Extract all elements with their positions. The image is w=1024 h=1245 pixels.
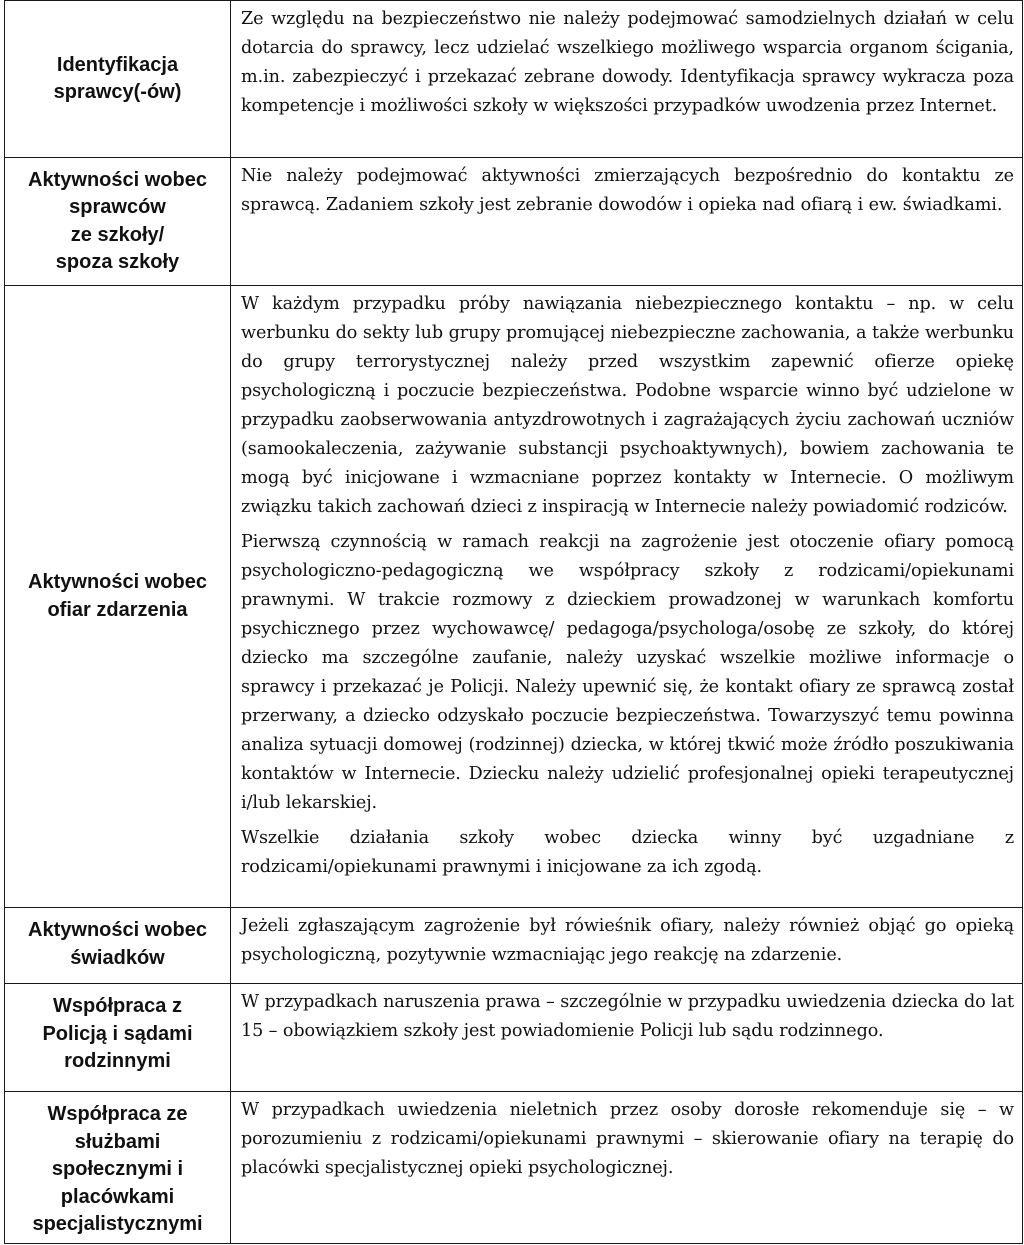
row-label-line: Aktywności wobec bbox=[28, 571, 207, 593]
row-label-line: ze szkoły/ bbox=[70, 223, 165, 246]
row-label-line: Policją i sądami bbox=[42, 1022, 193, 1045]
row-description bbox=[231, 1092, 1023, 1244]
row-label-line: Identyfikacja bbox=[56, 53, 179, 76]
row-label-line: ofiar zdarzenia bbox=[47, 598, 188, 621]
row-description bbox=[231, 1, 1023, 158]
paragraph: Wszelkie działania szkoły wobec dziecka winny być uzgadniane z rodzicami/opiekunami prawnymi i inicjowane za ich zgodą. bbox=[241, 828, 1014, 877]
table-row bbox=[5, 158, 1023, 286]
row-label-line: społecznymi i bbox=[51, 1158, 184, 1180]
row-label-line: specjalistycznymi bbox=[32, 1213, 203, 1235]
row-description bbox=[231, 908, 1023, 984]
paragraph: Pierwszą czynnością w ramach reakcji na zagrożenie jest otoczenie ofiary pomocą psychologiczno-pedagogiczną we współpracy szkoły z rodzicami/opiekunami prawnymi. W trakcie rozmowy z dzieckiem prowadzonej w warunkach komfortu psychicznego przez wychowawcę/ pedagoga/psychologa/osobę ze szkoły, do której dziecko ma szczególne zaufanie, należy uzyskać wszelkie możliwe informacje o sprawcy i przekazać je Policji. Należy upewnić się, że kontakt ofiary ze sprawcą został przerwany, a dziecko odzyskało poczucie bezpieczeństwa. Towarzyszyć temu powinna analiza sytuacji domowej (rodzinnej) dziecka, w której tkwić może źródło poszukiwania kontaktów w Internecie. Dziecku należy udzielić profesjonalnej opieki terapeutycznej i/lub lekarskiej. bbox=[241, 532, 1014, 813]
row-description bbox=[231, 286, 1023, 908]
row-label-perpetrator-identification bbox=[5, 1, 231, 158]
row-label-line: spoza szkoły bbox=[55, 251, 180, 273]
row-label-witness-activities bbox=[5, 908, 231, 984]
row-label-line: służbami bbox=[74, 1130, 161, 1153]
row-label-police-cooperation bbox=[5, 984, 231, 1092]
row-label-line: placówkami bbox=[60, 1185, 175, 1208]
table-row bbox=[5, 908, 1023, 984]
row-label-social-services-cooperation bbox=[5, 1092, 231, 1244]
paragraph: Ze względu na bezpieczeństwo nie należy podejmować samodzielnych działań w celu dotarcia do sprawcy, lecz udzielać wszelkiego możliwego wsparcia organom ścigania, m.in. zabezpieczyć i przekazać zebrane dowody. Identyfikacja sprawcy wykracza poza kompetencje i możliwości szkoły w większości przypadków uwodzenia przez Internet. bbox=[241, 9, 1014, 116]
row-description bbox=[231, 158, 1023, 286]
row-description bbox=[231, 984, 1023, 1092]
row-label-line: rodzinnymi bbox=[64, 1050, 171, 1072]
paragraph: W każdym przypadku próby nawiązania niebezpiecznego kontaktu – np. w celu werbunku do sekty lub grupy promującej niebezpieczne zachowania, a także werbunku do grupy terrorystycznej należy przed wszystkim zapewnić ofierze opiekę psychologiczną i poczucie bezpieczeństwa. Podobne wsparcie winno być udzielone w przypadku zaobserwowania antyzdrowotnych i zagrażających życiu zachowań uczniów (samookaleczenia, zażywanie substancji psychoaktywnych), bowiem zachowania te mogą być inicjowane i wzmacniane poprzez kontakty w Internecie. O możliwym związku takich zachowań dzieci z inspiracją w Internecie należy powiadomić rodziców. bbox=[241, 294, 1014, 517]
row-label-line: świadków bbox=[70, 946, 165, 969]
row-label-victim-activities bbox=[5, 286, 231, 908]
procedure-table bbox=[4, 0, 1023, 1244]
row-label-line: Współpraca z bbox=[53, 995, 182, 1017]
table-row bbox=[5, 1, 1023, 158]
paragraph: Jeżeli zgłaszającym zagrożenie był rówieśnik ofiary, należy również objąć go opieką psychologiczną, pozytywnie wzmacniając jego reakcję na zdarzenie. bbox=[241, 916, 1014, 965]
table-row bbox=[5, 286, 1023, 908]
paragraph: W przypadkach naruszenia prawa – szczególnie w przypadku uwiedzenia dziecka do lat 15 – obowiązkiem szkoły jest powiadomienie Policji lub sądu rodzinnego. bbox=[241, 992, 1014, 1041]
row-label-line: sprawców bbox=[69, 196, 166, 218]
row-label-line: Aktywności wobec bbox=[28, 919, 207, 941]
table-row bbox=[5, 1092, 1023, 1244]
row-label-line: sprawcy(-ów) bbox=[53, 81, 182, 103]
table-row bbox=[5, 984, 1023, 1092]
paragraph: Nie należy podejmować aktywności zmierzających bezpośrednio do kontaktu ze sprawcą. Zadaniem szkoły jest zebranie dowodów i opieka nad ofiarą i ew. świadkami. bbox=[241, 166, 1014, 215]
row-label-line: Współpraca ze bbox=[47, 1103, 188, 1125]
paragraph: W przypadkach uwiedzenia nieletnich przez osoby dorosłe rekomenduje się – w porozumieniu z rodzicami/opiekunami prawnymi – skierowanie ofiary na terapię do placówki specjalistycznej opieki psychologicznej. bbox=[241, 1100, 1014, 1178]
row-label-line: Aktywności wobec bbox=[28, 168, 207, 191]
row-label-perpetrator-activities bbox=[5, 158, 231, 286]
